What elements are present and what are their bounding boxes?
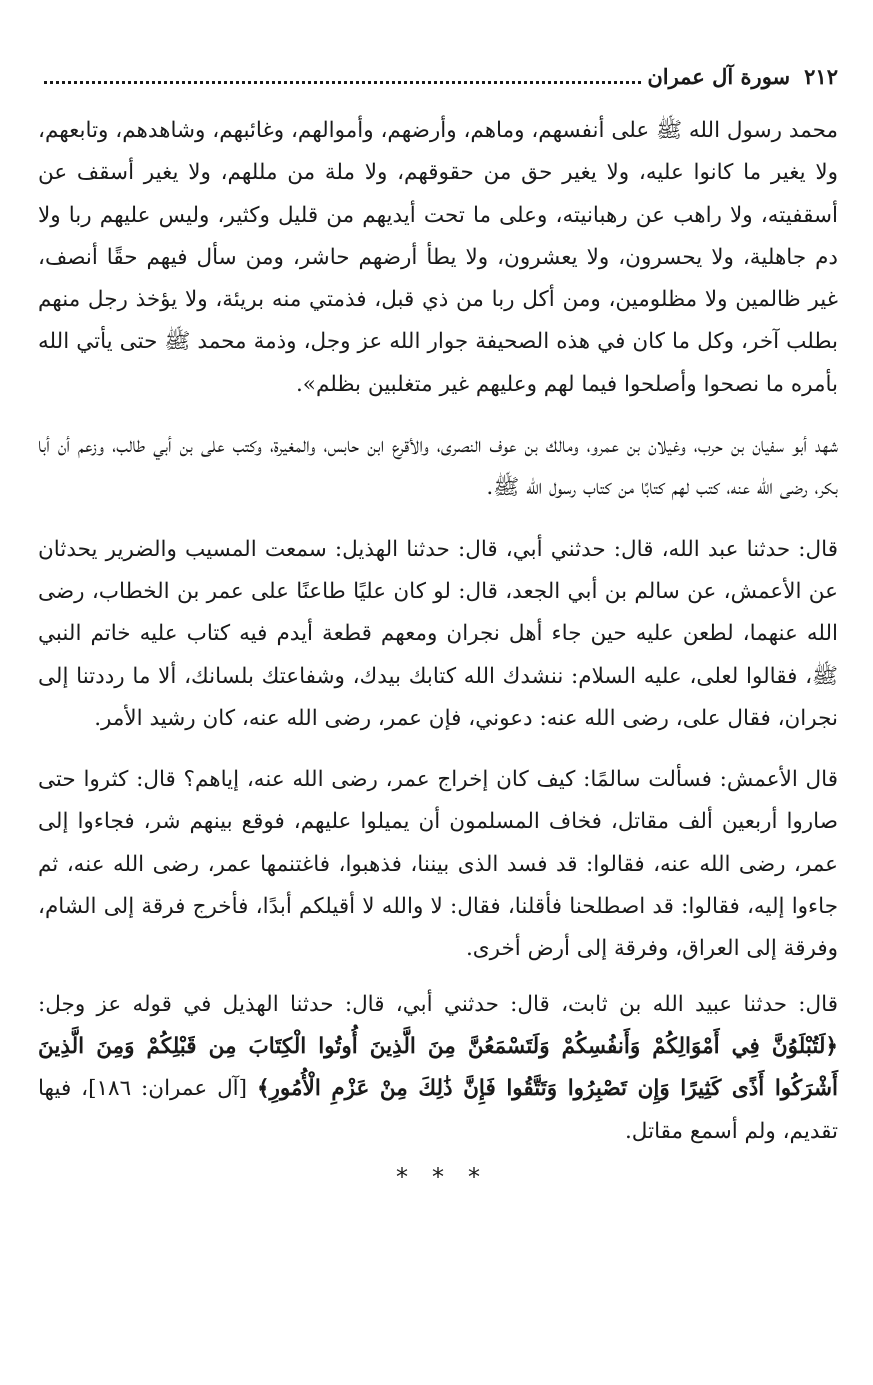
header-dot-leader [44,67,641,84]
paragraph-narration-expulsion: قال الأعمش: فسألت سالمًا: كيف كان إخراج عمر، رضى الله عنه، إياهم؟ قال: كثروا حتى صاروا أربعين ألف مقاتل، فخاف المسلمون أن يميلوا عليهم، فوقع بينهم شر، فجاءوا إلى عمر، رضى الله عنه، فقالوا: قد فسد الذى بيننا، فذهبوا، فاغتنمها عمر، رضى الله عنه، ثم جاءوا إليه، فقالوا: قد اصطلحنا فأقلنا، فقال: لا والله لا أقيلكم أبدًا، فأخرج فرقة إلى الشام، وفرقة إلى العراق، وفرقة إلى أرض أخرى. [38,767,838,962]
book-page [38,64,838,1364]
verse-reference: [آل عمران: ١٨٦]، فيها تقديم، ولم أسمع مقاتل. [38,1076,838,1144]
page-number: ٢١٢ [804,64,838,89]
asterisk-mark: * [432,1162,444,1191]
section-end-marks [38,1163,838,1191]
paragraph-treaty-text: محمد رسول الله ﷺ على أنفسهم، وماهم، وأرضهم، وأموالهم، وغائبهم، وشاهدهم، وتابعهم، ولا يغير ما كانوا عليه، ولا يغير حق من حقوقهم، ولا ملة من مللهم، ولا يغير أسقف عن أسقفيته، ولا راهب عن رهبانيته، وعلى ما تحت أيديهم من قليل وكثير، وليس عليهم ربا ولا دم جاهلية، ولا يحسرون، ولا يعشرون، ولا يطأ أرضهم حاشر، ومن سأل فيهم حقًا أنصف، غير ظالمين ولا مظلومين، ومن أكل ربا من ذي قبل، فذمتي منه بريئة، ولا يؤخذ رجل منهم بطلب آخر، وكل ما كان في هذه الصحيفة جوار الله عز وجل، وذمة محمد ﷺ حتى يأتي الله بأمره ما نصحوا وأصلحوا فيما لهم وعليهم غير متغلبين بظلم». [38,118,838,397]
asterisk-mark: * [468,1162,480,1191]
quran-verse: ﴿لَتُبْلَوُنَّ فِي أَمْوَالِكُمْ وَأَنفُسِكُمْ وَلَتَسْمَعُنَّ مِنَ الَّذِينَ أُوتُوا الْكِتَابَ مِن قَبْلِكُمْ وَمِنَ الَّذِينَ أَشْرَكُوا أَذًى كَثِيرًا وَإِن تَصْبِرُوا وَتَتَّقُوا فَإِنَّ ذَٰلِكَ مِنْ عَزْمِ الْأُمُورِ﴾ [38,1033,838,1102]
paragraph-verse-commentary [38,984,838,1153]
surah-title: سورة آل عمران [647,64,791,89]
page-header [38,64,838,104]
paragraph-witnesses: شهد أبو سفيان بن حرب، وغيلان بن عمرو، ومالك بن عوف النصرى، والأقرع ابن حابس، والمغيرة، وكتب على بن أبي طالب، وزعم أن أبا بكر، رضى الله عنه، كتب لهم كتابًا من كتاب رسول الله ﷺ. [38,433,838,501]
verse-intro: قال: حدثنا عبيد الله بن ثابت، قال: حدثني أبي، قال: حدثنا الهذيل في قوله عز وجل: [38,991,838,1017]
paragraph-narration-najran: قال: حدثنا عبد الله، قال: حدثني أبي، قال: حدثنا الهذيل: سمعت المسيب والضرير يحدثان عن الأعمش، عن سالم بن أبي الجعد، قال: لو كان عليًا طاعنًا على عمر بن الخطاب، رضى الله عنهما، لطعن عليه حين جاء أهل نجران ومعهم قطعة أيدم فيه كتاب عليه خاتم النبي ﷺ، فقالوا لعلى، عليه السلام: ننشدك الله كتابك بيدك، وشفاعتك بلسانك، ألا ما رددتنا إلى نجران، فقال على، رضى الله عنه: دعوني، فإن عمر، رضى الله عنه، كان رشيد الأمر. [38,536,838,731]
asterisk-mark: * [396,1162,408,1191]
